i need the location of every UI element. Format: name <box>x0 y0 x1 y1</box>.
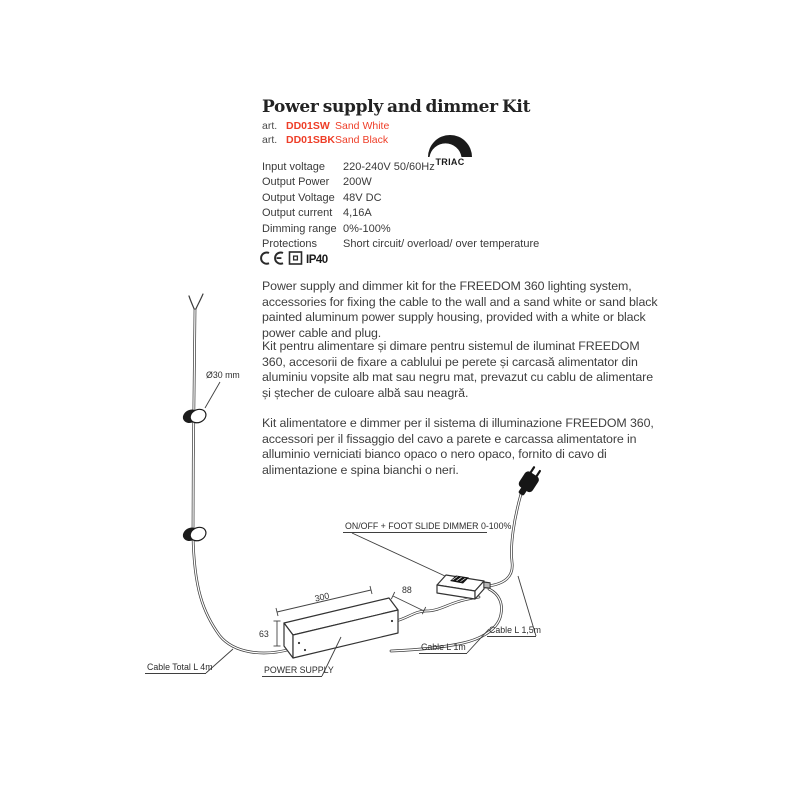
spec-label: Input voltage <box>262 161 325 173</box>
disc-diameter-label: Ø30 mm <box>206 370 240 380</box>
spec-value: 4,16A <box>343 207 372 220</box>
dimension-length-value: 300 <box>313 590 331 604</box>
description-english: Power supply and dimmer kit for the FREEDOM 360 lighting system, accessories for fixing the cable to the wall and a sand white or sand black painted aluminum power supply housing, provided with a white or black power cable and plug. <box>262 279 658 340</box>
spec-value: Short circuit/ overload/ over temperature <box>343 237 540 250</box>
description-romanian: Kit pentru alimentare și dimare pentru sistemul de iluminat FREEDOM 360, accesorii de fixare a cablului pe perete și carcasă alimentator din aluminiu vopsite alb mat sau negru mat, prevazut cu cablu de alimentare și ștecher de culoare albă sau neagră. <box>262 339 653 400</box>
dimmer-connector <box>484 582 490 588</box>
article-prefix: art. <box>262 134 278 146</box>
spec-value: 220-240V 50/60Hz <box>343 161 435 173</box>
spec-label: Output Power <box>262 176 330 189</box>
ip-rating-badge: IP40 <box>306 254 328 267</box>
triac-label: TRIAC <box>435 157 465 167</box>
power-plug-icon <box>514 465 544 499</box>
disc-diameter-callout <box>205 370 240 408</box>
spec-value: 48V DC <box>343 191 382 204</box>
cable-total-label: Cable Total L 4m <box>147 662 213 672</box>
spec-value: 200W <box>343 176 372 189</box>
cable-psu-label: Cable L 1m <box>421 642 466 652</box>
cable-total-callout <box>145 649 233 674</box>
dimension-height <box>259 621 281 646</box>
cable-psu-callout <box>419 629 489 654</box>
plug-cable <box>488 494 521 586</box>
dimension-depth-value: 88 <box>402 585 412 595</box>
dimmer-label: ON/OFF + FOOT SLIDE DIMMER 0-100% <box>345 521 512 531</box>
cable-end-split <box>189 294 203 311</box>
spec-label: Dimming range <box>262 222 337 235</box>
article-prefix: art. <box>262 120 278 132</box>
article-code: DD01SBK <box>286 134 336 146</box>
dimmer-box <box>437 575 490 599</box>
article-code: DD01SW <box>286 120 330 132</box>
power-supply-label: POWER SUPPLY <box>264 665 334 675</box>
article-finish: Sand Black <box>335 134 389 146</box>
spec-label: Output current <box>262 207 333 220</box>
power-supply-box <box>284 598 398 658</box>
main-cable <box>193 310 291 653</box>
dimmer-callout <box>343 521 511 576</box>
dimension-height-value: 63 <box>259 629 269 639</box>
spec-label: Protections <box>262 237 318 250</box>
article-finish: Sand White <box>335 120 390 132</box>
cable-plug-label: Cable L 1,5m <box>489 625 541 635</box>
description-italian: Kit alimentatore e dimmer per il sistema di illuminazione FREEDOM 360, accessori per il fissaggio del cavo a parete e carcassa alimentatore in alluminio verniciati bianco opaco o nero opaco, fornito di cavo di alimentazione e spina bianchi o neri. <box>262 416 654 477</box>
spec-label: Output Voltage <box>262 191 335 204</box>
spec-value: 0%-100% <box>343 222 391 235</box>
page-title: Power supply and dimmer Kit <box>262 97 531 117</box>
